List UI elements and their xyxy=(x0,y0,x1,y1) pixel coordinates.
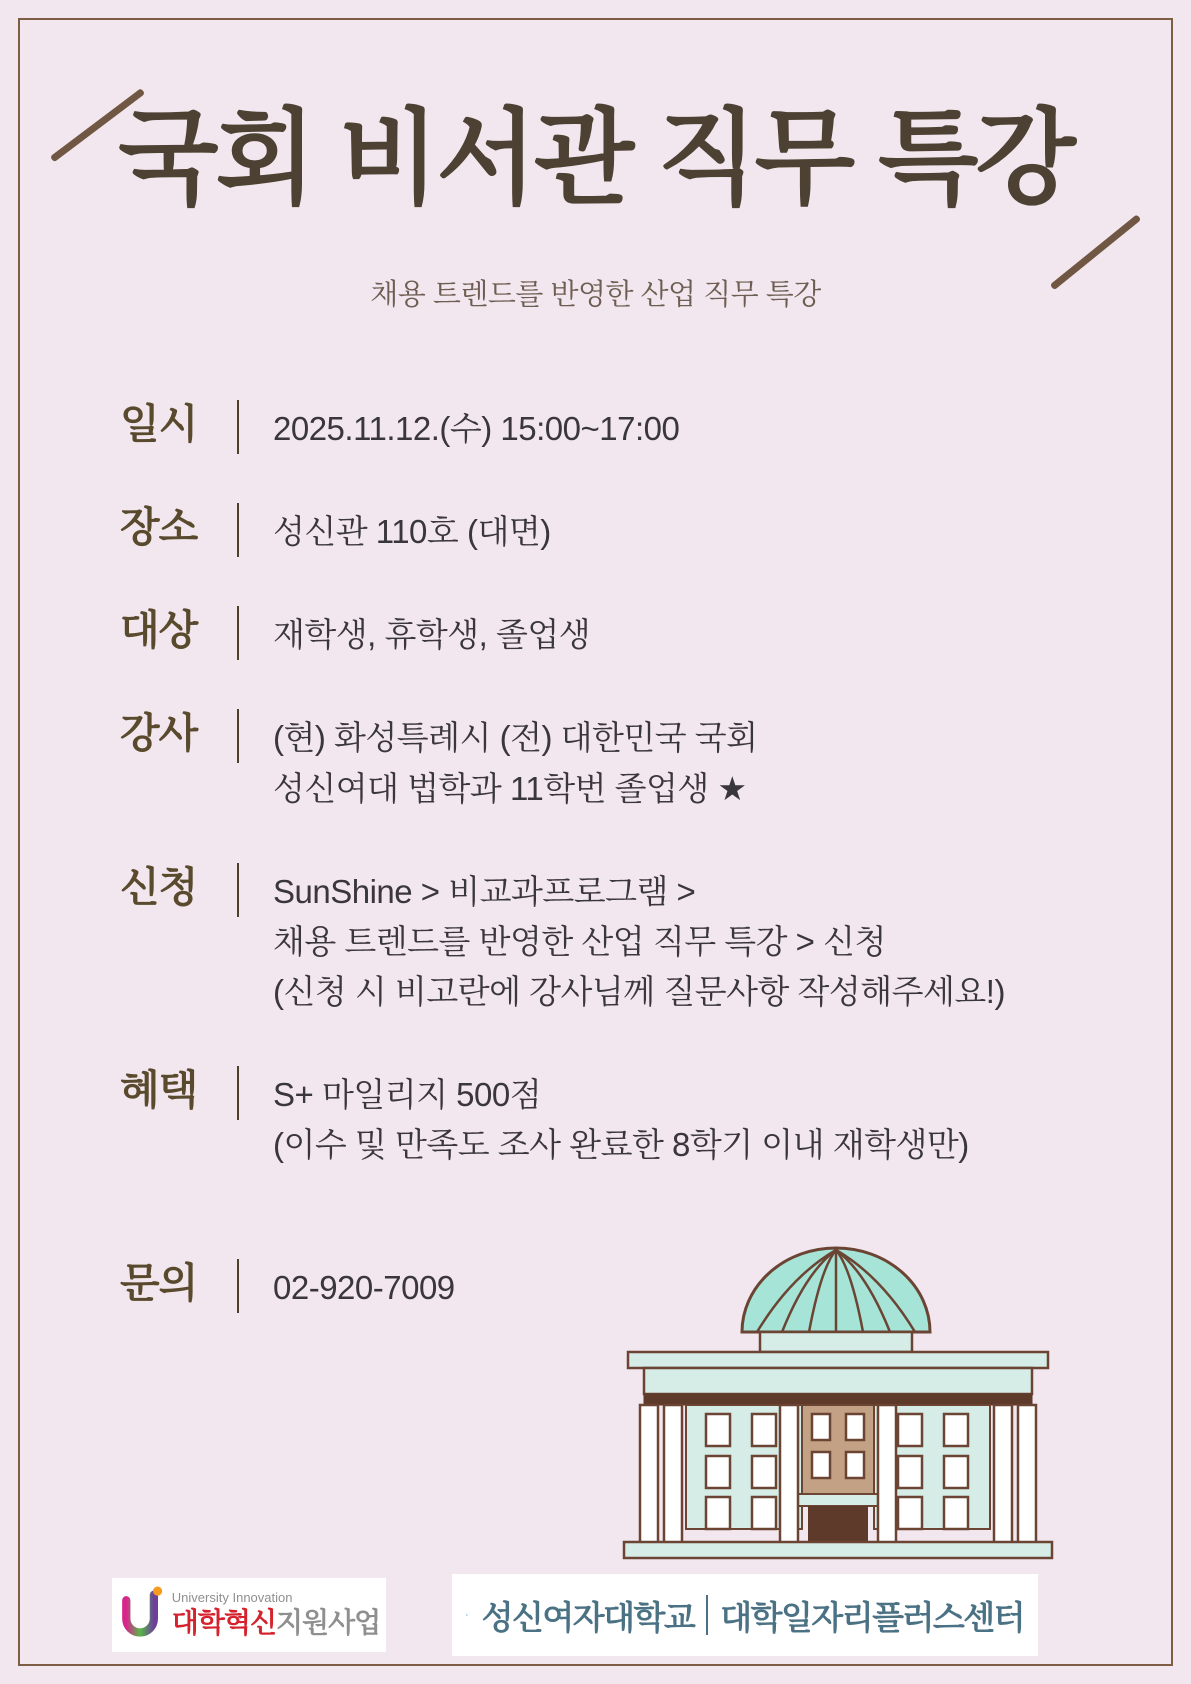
row-value-line: 성신관 110호 (대면) xyxy=(273,513,551,551)
row-value-line: 성신여대 법학과 11학번 졸업생 ★ xyxy=(273,769,747,807)
row-value-line: 채용 트렌드를 반영한 산업 직무 특강 > 신청 xyxy=(273,922,886,960)
row-value-line: 재학생, 휴학생, 졸업생 xyxy=(273,616,591,654)
row-value xyxy=(239,400,679,454)
info-list xyxy=(120,400,1120,1362)
sungshin-university-logo xyxy=(452,1574,1038,1656)
row-value-line: (현) 화성특례시 (전) 대한민국 국회 xyxy=(273,719,758,757)
university-innovation-u-icon xyxy=(118,1585,164,1645)
row-value-line: (이수 및 만족도 조사 완료한 8학기 이내 재학생만) xyxy=(273,1126,969,1164)
page-title: 국회 비서관 직무 특강 xyxy=(118,101,1073,217)
sungshin-emblem-icon xyxy=(466,1586,468,1644)
university-innovation-logo-text xyxy=(172,1591,380,1638)
sungshin-logo-text xyxy=(482,1592,1024,1639)
logo-main-text xyxy=(172,1608,380,1639)
page-subtitle: 채용 트렌드를 반영한 산업 직무 특강 xyxy=(370,279,821,311)
university-name: 성신여자대학교 xyxy=(481,1598,695,1636)
row-label: 신청 xyxy=(120,863,198,910)
national-assembly-building-icon xyxy=(620,1246,1056,1562)
job-center-name: 대학일자리플러스센터 xyxy=(720,1598,1024,1636)
row-value-line: SunShine > 비교과프로그램 > xyxy=(273,872,696,910)
info-row-lecturer xyxy=(120,709,1120,813)
university-innovation-logo xyxy=(112,1578,386,1652)
row-value xyxy=(239,863,1005,1017)
row-label: 대상 xyxy=(120,607,198,654)
row-value-line: (신청 시 비고란에 강사님께 질문사항 작성해주세요!) xyxy=(273,973,1005,1011)
row-value xyxy=(239,709,758,813)
logo-gray-text: 지원사업 xyxy=(276,1606,381,1638)
row-value-line: 2025.11.12.(수) 15:00~17:00 xyxy=(273,410,680,447)
logo-red-text: 대학혁신 xyxy=(171,1606,276,1638)
row-label: 강사 xyxy=(120,710,198,757)
row-value-line: S+ 마일리지 500점 xyxy=(273,1076,542,1114)
row-value-line: 02-920-7009 xyxy=(273,1268,455,1306)
row-label: 장소 xyxy=(120,504,198,551)
logo-text-divider xyxy=(706,1595,708,1635)
info-row-target xyxy=(120,606,1120,660)
info-row-benefit xyxy=(120,1066,1120,1170)
row-label: 혜택 xyxy=(120,1067,198,1114)
row-value xyxy=(239,503,551,557)
row-value xyxy=(239,1259,455,1313)
row-label: 문의 xyxy=(120,1259,198,1306)
row-label: 일시 xyxy=(120,401,198,447)
logo-small-text: University Innovation xyxy=(171,1590,293,1606)
info-row-place xyxy=(120,503,1120,557)
info-row-apply xyxy=(120,863,1120,1017)
info-row-datetime xyxy=(120,400,1120,454)
row-value xyxy=(239,1066,969,1170)
row-value xyxy=(239,606,590,660)
